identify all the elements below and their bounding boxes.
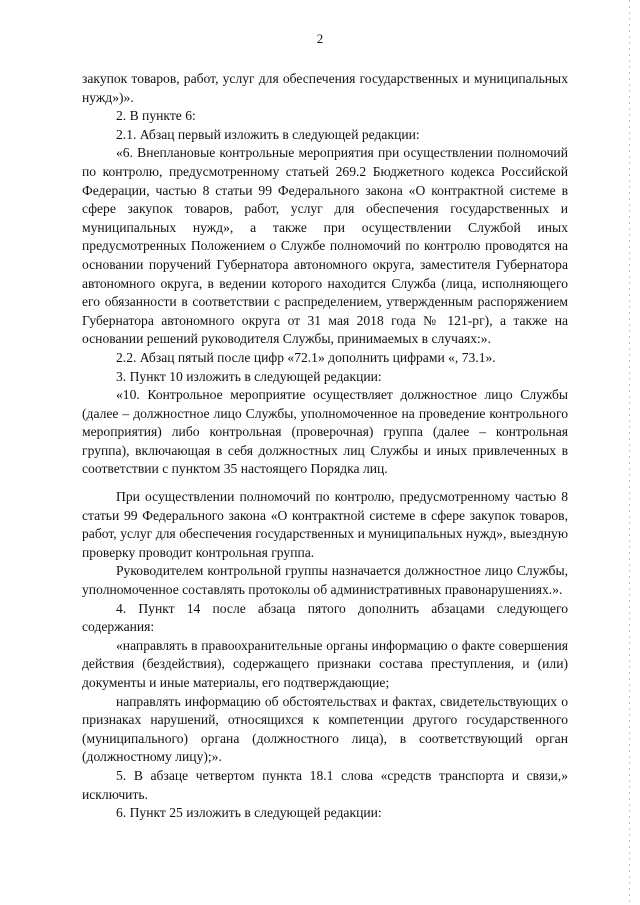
paragraph: 4. Пункт 14 после абзаца пятого дополнить абзацами следующего содержания: [82,600,568,635]
paragraph: 6. Пункт 25 изложить в следующей редакции: [116,805,382,821]
paragraph: «6. Внеплановые контрольные мероприятия при осуществлении полномочий по контролю, предусмотренному статьей 269.2 Бюджетного кодекса Российской Федерации, частью 8 статьи 99 Федерального закона «О контрактной системе в сфере закупок товаров, работ, услуг для обеспечения государственных и муниципальных нужд», а также при осуществлении Службой иных предусмотренных Положением о Службе полномочий по контролю проводятся на основании поручений Губернатора автономного округа, заместителя Губернатора автономного округа, в ведении которого находится Служба (лица, исполняющего его обязанности в соответствии с распределением, утвержденным распоряжением Губернатора автономного округа от 31 мая 2018 года № 121-рг), а также на основании решений руководителя Службы, принимаемых в случаях:». [82,145,568,347]
paragraph: 5. В абзаце четвертом пункта 18.1 слова «средств транспорта и связи,» исключить. [82,767,568,802]
paragraph: 2.2. Абзац пятый после цифр «72.1» дополнить цифрами «, 73.1». [116,349,496,365]
paragraph: 2.1. Абзац первый изложить в следующей редакции: [116,126,420,142]
paragraph: направлять информацию об обстоятельствах и фактах, свидетельствующих о признаках нарушений, относящихся к компетенции другого государственного (муниципального) органа (должностного лица), в соответствующий орган (должностному лицу);». [82,693,568,765]
paragraph: «10. Контрольное мероприятие осуществляет должностное лицо Службы (далее – должностное лицо Службы, уполномоченное на проведение контрольного мероприятия) либо контрольная (проверочная) группа (далее – контрольная группа), включающая в себя должностных лиц Службы и иных привлеченных в соответствии с пунктом 35 настоящего Порядка лиц. [82,387,568,477]
paragraph: «направлять в правоохранительные органы информацию о факте совершения действия (бездействия), содержащего признаки состава преступления, и (или) документы и иные материалы, его подтверждающие; [82,637,568,690]
paragraph: 3. Пункт 10 изложить в следующей редакции: [116,368,382,384]
paragraph: Руководителем контрольной группы назначается должностное лицо Службы, уполномоченное составлять протоколы об административных правонарушениях.». [82,563,568,598]
page-number: 2 [316,31,324,46]
paragraph: закупок товаров, работ, услуг для обеспечения государственных и муниципальных нужд»)». [82,71,568,105]
paragraph: 2. В пункте 6: [116,108,196,124]
paragraph: При осуществлении полномочий по контролю, предусмотренному частью 8 статьи 99 Федерального закона «О контрактной системе в сфере закупок товаров, работ, услуг для обеспечения государственных и муниципальных нужд», выездную проверку проводит контрольная группа. [82,489,568,560]
paragraph-gap [82,479,568,488]
scan-edge-line [629,0,630,905]
document-body [82,70,568,823]
